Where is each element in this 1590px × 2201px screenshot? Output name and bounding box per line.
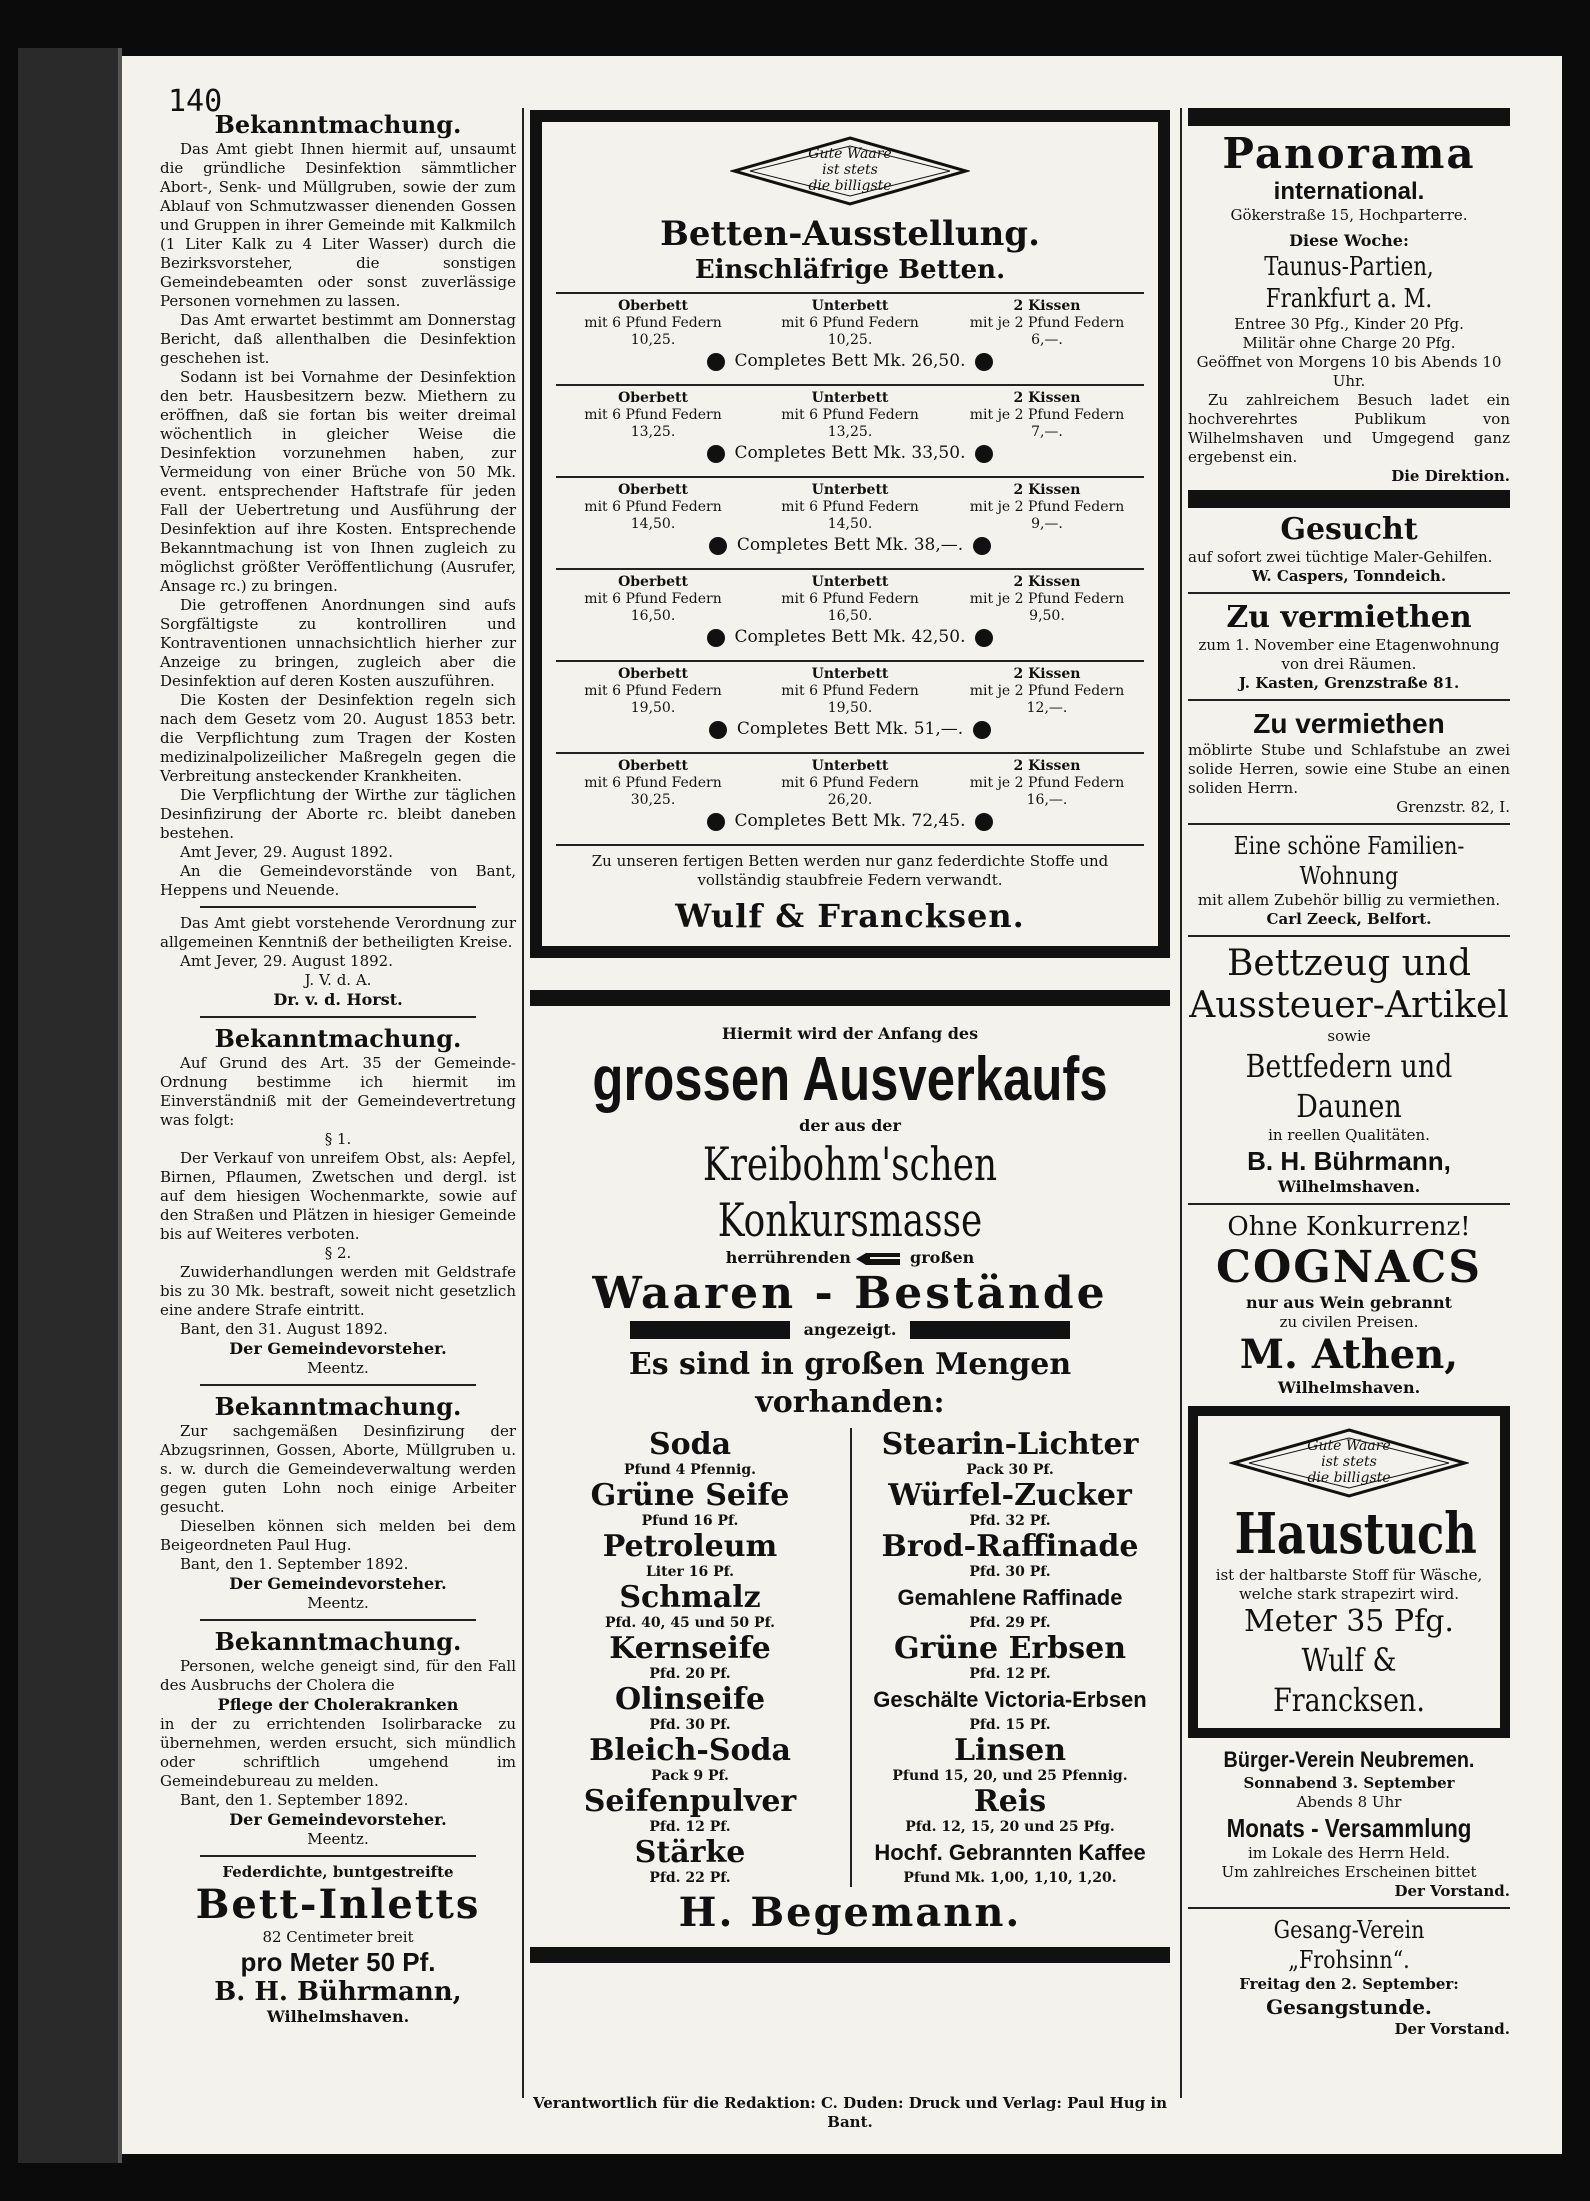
bullet-icon [707, 353, 725, 371]
notice-1-paragraph: Die Kosten der Desinfektion regeln sich nach dem Gesetz vom 20. August 1853 betr. die Verpflichtung zum Tragen der Kosten medizinalpolizeilicher Maßregeln gegen die Verbreitung ansteckender Krankheiten. [160, 691, 516, 785]
inlett-ad-city: Wilhelmshaven. [266, 2007, 410, 2026]
panorama-address: Gökerstraße 15, Hochparterre. [1230, 206, 1468, 224]
buergerverein-date: Sonnabend 3. September [1243, 1774, 1455, 1792]
ausverkauf-headline: grossen Ausverkaufs [592, 1045, 1108, 1114]
goods-item-name: Grüne Seife [590, 1478, 790, 1513]
goods-item-price: Pfd. 12 Pf. [969, 1666, 1051, 1682]
bed-price-row [556, 384, 1144, 476]
buergerverein-signature: Der Vorstand. [1394, 1882, 1510, 1900]
goods-item-name: Olinseife [614, 1682, 766, 1717]
goods-item-name: Würfel-Zucker [888, 1478, 1132, 1513]
panorama-week: Diese Woche: [1289, 231, 1409, 250]
kissen-feathers: mit je 2 Pfund Federn [969, 775, 1125, 791]
goods-item-name: Seifenpulver [583, 1784, 797, 1819]
goods-item-price: Pfd. 29 Pf. [969, 1615, 1051, 1631]
oberbett-price: 19,50. [630, 700, 676, 716]
goods-item-name: Hochf. Gebrannten Kaffee [874, 1840, 1146, 1865]
notice-1-title: Bekanntmachung. [214, 110, 462, 139]
kissen-feathers: mit je 2 Pfund Federn [969, 499, 1125, 515]
panorama-signature: Die Direktion. [1391, 467, 1510, 485]
goods-item-price: Pack 30 Pf. [966, 1462, 1054, 1478]
notice-3-paragraph: Dieselben können sich melden bei dem Beigeordneten Paul Hug. [160, 1517, 516, 1554]
inlett-ad-top: Federdichte, buntgestreifte [222, 1863, 454, 1881]
bed-price-row [556, 752, 1144, 844]
bed-price-row [556, 476, 1144, 568]
panorama-military: Militär ohne Charge 20 Pfg. [1242, 334, 1456, 352]
panorama-title: Panorama [1222, 129, 1476, 178]
goods-right [850, 1428, 1170, 1887]
bettzeug-quality: in reellen Qualitäten. [1268, 1126, 1430, 1144]
notice-3-signature: Der Gemeindevorsteher. [229, 1574, 447, 1593]
oberbett-label: Oberbett [618, 574, 688, 590]
cognac-line-2: nur aus Wein gebrannt [1246, 1293, 1452, 1312]
notice-1-paragraph: Die Verpflichtung der Wirthe zur täglichen Desinfizirung der Aborte rc. bleibt daneben bestehen. [160, 786, 516, 842]
unterbett-price: 16,50. [827, 608, 873, 624]
black-bar [1188, 108, 1510, 126]
haustuch-title: Haustuch [1234, 1501, 1477, 1567]
ausverkauf-line-5a: herrührenden [725, 1248, 851, 1267]
bettzeug-city: Wilhelmshaven. [1277, 1177, 1421, 1196]
kissen-price: 16,—. [1026, 792, 1068, 808]
oberbett-feathers: mit 6 Pfund Federn [584, 591, 722, 607]
goods-item-name: Linsen [953, 1733, 1067, 1768]
oberbett-price: 13,25. [630, 424, 676, 440]
oberbett-price: 16,50. [630, 608, 676, 624]
unterbett-price: 13,25. [827, 424, 873, 440]
notice-3-paragraph: Zur sachgemäßen Desinfizirung der Abzugsrinnen, Gossen, Aborte, Müllgruben u. s. w. durch die Gemeindeverwaltung werden gegen guten Lohn noch einige Arbeiter gesucht. [160, 1422, 516, 1516]
badge-line-2: ist stets [822, 162, 878, 178]
oberbett-price: 10,25. [630, 332, 676, 348]
column-ads [1188, 104, 1510, 2094]
kissen-feathers: mit je 2 Pfund Federn [969, 315, 1125, 331]
notice-3-name: Meentz. [307, 1594, 369, 1612]
binding-edge [18, 48, 122, 2163]
goods-item-price: Pfd. 30 Pf. [649, 1717, 731, 1733]
black-bar-right [910, 1321, 1070, 1339]
complete-bed-price: Completes Bett Mk. 42,50. [734, 627, 966, 647]
inlett-ad-title: Bett-Inletts [195, 1881, 481, 1928]
notice-1-date: Amt Jever, 29. August 1892. [180, 843, 393, 861]
bullet-icon [975, 445, 993, 463]
panorama-show: Taunus-Partien, Frankfurt a. M. [1264, 252, 1434, 314]
cognac-line-3: zu civilen Preisen. [1279, 1313, 1419, 1331]
notice-3-title: Bekanntmachung. [214, 1392, 462, 1421]
unterbett-price: 10,25. [827, 332, 873, 348]
notice-2-date: Bant, den 31. August 1892. [180, 1320, 388, 1338]
notice-4-highlight: Pflege der Cholerakranken [217, 1695, 459, 1714]
oberbett-feathers: mit 6 Pfund Federn [584, 315, 722, 331]
oberbett-feathers: mit 6 Pfund Federn [584, 683, 722, 699]
ausverkauf-vorhanden: Es sind in großen Mengen vorhanden: [628, 1347, 1072, 1420]
oberbett-price: 14,50. [630, 516, 676, 532]
black-bar [1188, 490, 1510, 508]
badge-line-3: die billigste [808, 178, 892, 194]
bullet-icon [975, 629, 993, 647]
goods-item-name: Bleich-Soda [589, 1733, 791, 1768]
goods-item-price: Pfd. 40, 45 und 50 Pf. [605, 1615, 775, 1631]
goods-item-price: Pfund Mk. 1,00, 1,10, 1,20. [903, 1870, 1117, 1886]
quality-badge-icon [1229, 1428, 1469, 1498]
goods-item-name: Stärke [634, 1835, 746, 1870]
notice-4-paragraph: in der zu errichtenden Isolirbaracke zu übernehmen, werden ersucht, sich mündlich oder schriftlich umgehend im Gemeindebureau zu melden. [160, 1715, 516, 1790]
bullet-icon [707, 445, 725, 463]
pointing-hand-icon [856, 1251, 904, 1267]
kissen-label: 2 Kissen [1013, 482, 1081, 498]
notice-1-paragraph: Sodann ist bei Vornahme der Desinfektion den betr. Hausbesitzern bezw. Miethern zu eröffnen, daß sie fortan bis weiter dreimal wöchentlich in gleicher Weise die Desinfektion vorzunehmen haben, zur Vermeidung von einer Brüche von 50 Mk. event. entsprechender Haftstrafe für jeden Fall der Uebertretung und Ausführung der Desinfektion auf ihre Kosten. Entsprechende Bekanntmachung ist von Ihnen zugleich zu möglichst größter Veröffentlichung (Ausrufer, Ansage rc.) zu bringen. [160, 368, 516, 595]
gesangverein-signature: Der Vorstand. [1394, 2020, 1510, 2038]
top-bar [530, 990, 1170, 1006]
betten-ausstellung-ad [530, 110, 1170, 958]
ausverkauf-ad [530, 990, 1170, 1963]
oberbett-label: Oberbett [618, 298, 688, 314]
betten-title: Betten-Ausstellung. [660, 214, 1040, 254]
gesangverein-date: Freitag den 2. September: [1239, 1975, 1459, 1993]
notice-1-paragraph: Das Amt erwartet bestimmt am Donnerstag Bericht, daß allenthalben die Desinfektion geschehen ist. [160, 311, 516, 367]
inlett-ad-firm: B. H. Bührmann, [214, 1977, 462, 2007]
notice-4-date: Bant, den 1. September 1892. [180, 1791, 409, 1809]
familienwohnung-text: mit allem Zubehör billig zu vermiethen. [1197, 891, 1501, 909]
unterbett-label: Unterbett [811, 298, 889, 314]
notice-1-paragraph: Das Amt giebt Ihnen hiermit auf, unsaumt die gründliche Desinfektion sämmtlicher Abort-, Senk- und Müllgruben, sowie der zum Ablauf von Schmutzwasser dienenden Gossen und Gruppen in ihrer Gemeinde mit Kalkmilch (1 Liter Kalk zu 4 Liter Wasser) durch die Bezirksvorsteher, die sonstigen Gemeindebeamten oder sonst zuverlässige Personen vornehmen zu lassen. [160, 140, 516, 310]
goods-left [530, 1428, 850, 1887]
unterbett-price: 14,50. [827, 516, 873, 532]
kissen-feathers: mit je 2 Pfund Federn [969, 683, 1125, 699]
goods-item-name: Kernseife [609, 1631, 771, 1666]
bettzeug-title-3: Bettfedern und Daunen [1245, 1047, 1453, 1125]
quality-badge-icon [730, 136, 970, 206]
unterbett-price: 19,50. [827, 700, 873, 716]
vermiethen-2-address: Grenzstr. 82, I. [1396, 798, 1510, 816]
goods-item-name: Reis [973, 1784, 1047, 1819]
goods-item-name: Petroleum [602, 1529, 778, 1564]
kissen-label: 2 Kissen [1013, 298, 1081, 314]
haustuch-ad [1188, 1406, 1510, 1738]
bettzeug-title-2: Aussteuer-Artikel [1189, 985, 1509, 1026]
badge-line-1: Gute Waare [1307, 1438, 1391, 1454]
kissen-price: 9,50. [1029, 608, 1065, 624]
notice-1-recipients: An die Gemeindevorstände von Bant, Heppens und Neuende. [160, 862, 516, 899]
oberbett-label: Oberbett [618, 666, 688, 682]
goods-item-price: Pfd. 12, 15, 20 und 25 Pfg. [905, 1819, 1115, 1835]
unterbett-label: Unterbett [811, 390, 889, 406]
vermiethen-1-title: Zu vermiethen [1226, 600, 1472, 635]
badge-line-1: Gute Waare [808, 146, 892, 162]
notice-2-section: § 1. [324, 1130, 352, 1148]
goods-item-price: Pfd. 32 Pf. [969, 1513, 1051, 1529]
kissen-label: 2 Kissen [1013, 574, 1081, 590]
panorama-invite: Zu zahlreichem Besuch ladet ein hochverehrtes Publikum von Wilhelmshaven und Umgegend ganz ergebenst ein. [1188, 391, 1510, 466]
ausverkauf-line-3: der aus der [799, 1116, 901, 1135]
haustuch-firm: Wulf & Francksen. [1273, 1641, 1425, 1719]
buergerverein-invite: Um zahlreiches Erscheinen bittet [1221, 1863, 1477, 1881]
oberbett-feathers: mit 6 Pfund Federn [584, 407, 722, 423]
complete-bed-price: Completes Bett Mk. 38,—. [736, 535, 964, 555]
notice-4-title: Bekanntmachung. [214, 1627, 462, 1656]
cognac-tagline: Ohne Konkurrenz! [1227, 1212, 1471, 1242]
ausverkauf-bestaende: Waaren - Bestände [592, 1268, 1108, 1319]
bullet-icon [707, 813, 725, 831]
column-rule-left [522, 108, 524, 2098]
notice-2-name: Meentz. [307, 1359, 369, 1377]
kissen-feathers: mit je 2 Pfund Federn [969, 591, 1125, 607]
kissen-label: 2 Kissen [1013, 666, 1081, 682]
buergerverein-title: Bürger-Verein Neubremen. [1223, 1747, 1475, 1772]
kissen-label: 2 Kissen [1013, 390, 1081, 406]
bullet-icon [975, 813, 993, 831]
oberbett-label: Oberbett [618, 390, 688, 406]
black-bar-left [630, 1321, 790, 1339]
notice-2-signature: Der Gemeindevorsteher. [229, 1339, 447, 1358]
unterbett-feathers: mit 6 Pfund Federn [781, 591, 919, 607]
badge-line-2: ist stets [1321, 1454, 1377, 1470]
notice-1-paragraph: Das Amt giebt vorstehende Verordnung zur allgemeinen Kenntniß der betheiligten Kreise. [160, 914, 516, 951]
goods-item-price: Pfd. 22 Pf. [649, 1870, 731, 1886]
notice-1-signature-line: J. V. d. A. [304, 971, 372, 989]
unterbett-feathers: mit 6 Pfund Federn [781, 499, 919, 515]
goods-item-price: Liter 16 Pf. [645, 1564, 735, 1580]
notice-1-paragraph: Die getroffenen Anordnungen sind aufs Sorgfältigste zu kontrolliren und Kontraventionen unnachsichtlich hierher zur Anzeige zu bringen, zugleich aber die Desinfektion auf deren Kosten auszuführen. [160, 596, 516, 690]
begemann-firm: H. Begemann. [678, 1889, 1022, 1936]
panorama-hours: Geöffnet von Morgens 10 bis Abends 10 Uhr. [1196, 353, 1502, 390]
buergerverein-time: Abends 8 Uhr [1296, 1793, 1402, 1811]
haustuch-text: ist der haltbarste Stoff für Wäsche, welche stark strapezirt wird. [1215, 1566, 1483, 1603]
unterbett-feathers: mit 6 Pfund Federn [781, 775, 919, 791]
page-footer-imprint: Verantwortlich für die Redaktion: C. Duden: Druck und Verlag: Paul Hug in Bant. [532, 2094, 1167, 2131]
betten-note: Zu unseren fertigen Betten werden nur ganz federdichte Stoffe und vollständig staubfreie Federn verwandt. [556, 844, 1144, 890]
bed-price-row [556, 660, 1144, 752]
unterbett-label: Unterbett [811, 666, 889, 682]
unterbett-feathers: mit 6 Pfund Federn [781, 315, 919, 331]
gesucht-title: Gesucht [1280, 512, 1418, 547]
inlett-ad-price: pro Meter 50 Pf. [240, 1947, 436, 1977]
complete-bed-price: Completes Bett Mk. 26,50. [734, 351, 966, 371]
goods-item-name: Soda [648, 1427, 732, 1462]
notice-2-paragraph: Der Verkauf von unreifem Obst, als: Aepfel, Birnen, Pflaumen, Zwetschen und dergl. ist auf dem hiesigen Wochenmarkte, sowie auf den Straßen und Plätzen in hiesiger Gemeinde bis auf Weiteres verboten. [160, 1149, 516, 1243]
goods-item-price: Pack 9 Pf. [651, 1768, 729, 1784]
goods-item-name: Stearin-Lichter [881, 1427, 1139, 1462]
bullet-icon [709, 721, 727, 739]
complete-bed-price: Completes Bett Mk. 51,—. [736, 719, 964, 739]
oberbett-feathers: mit 6 Pfund Federn [584, 499, 722, 515]
bettzeug-firm: B. H. Bührmann, [1247, 1146, 1451, 1176]
goods-item-price: Pfund 4 Pfennig. [624, 1462, 756, 1478]
bed-price-row [556, 568, 1144, 660]
unterbett-label: Unterbett [811, 574, 889, 590]
kissen-feathers: mit je 2 Pfund Federn [969, 407, 1125, 423]
bullet-icon [973, 721, 991, 739]
betten-subtitle: Einschläfrige Betten. [694, 255, 1006, 285]
vermiethen-2-title: Zu vermiethen [1253, 708, 1445, 739]
haustuch-price: Meter 35 Pfg. [1244, 1604, 1454, 1639]
bullet-icon [975, 353, 993, 371]
notice-4-name: Meentz. [307, 1830, 369, 1848]
notice-4-signature: Der Gemeindevorsteher. [229, 1810, 447, 1829]
goods-item-name: Grüne Erbsen [893, 1631, 1127, 1666]
gesucht-signature: W. Caspers, Tonndeich. [1251, 567, 1447, 585]
notice-2-section: § 2. [324, 1244, 352, 1262]
unterbett-label: Unterbett [811, 482, 889, 498]
column-rule-right [1180, 108, 1182, 2098]
buergerverein-place: im Lokale des Herrn Held. [1247, 1844, 1451, 1862]
vermiethen-2-text: möblirte Stube und Schlafstube an zwei solide Herren, sowie eine Stube an einen soliden Herrn. [1188, 741, 1510, 797]
cognac-firm: M. Athen, [1239, 1331, 1459, 1378]
kissen-price: 6,—. [1031, 332, 1063, 348]
badge-line-3: die billigste [1307, 1470, 1391, 1486]
column-notices [160, 110, 516, 2110]
notice-2-paragraph: Auf Grund des Art. 35 der Gemeinde-Ordnung bestimme ich hiermit im Einverständniß mit der Gemeindevertretung was folgt: [160, 1054, 516, 1129]
ausverkauf-line-1: Hiermit wird der Anfang des [721, 1024, 979, 1043]
notice-1-date: Amt Jever, 29. August 1892. [180, 952, 393, 970]
bullet-icon [709, 537, 727, 555]
oberbett-feathers: mit 6 Pfund Federn [584, 775, 722, 791]
kissen-price: 7,—. [1031, 424, 1063, 440]
panorama-entree: Entree 30 Pfg., Kinder 20 Pfg. [1234, 315, 1464, 333]
goods-item-name: Brod-Raffinade [881, 1529, 1139, 1564]
vermiethen-1-text: zum 1. November eine Etagenwohnung von drei Räumen. [1198, 636, 1500, 673]
complete-bed-price: Completes Bett Mk. 72,45. [734, 811, 966, 831]
unterbett-price: 26,20. [827, 792, 873, 808]
notice-2-title: Bekanntmachung. [214, 1024, 462, 1053]
bed-price-row [556, 292, 1144, 384]
ausverkauf-angezeigt: angezeigt. [803, 1320, 897, 1339]
goods-item-price: Pfd. 20 Pf. [649, 1666, 731, 1682]
buergerverein-event: Monats - Versammlung [1226, 1813, 1472, 1843]
betten-firm: Wulf & Francksen. [675, 897, 1025, 935]
goods-item-price: Pfd. 15 Pf. [969, 1717, 1051, 1733]
notice-4-paragraph: Personen, welche geneigt sind, für den Fall des Ausbruchs der Cholera die [160, 1657, 516, 1694]
notice-1-signature: Dr. v. d. Horst. [273, 990, 403, 1009]
cognac-title: COGNACS [1215, 1242, 1483, 1293]
kissen-label: 2 Kissen [1013, 758, 1081, 774]
goods-item-name: Gemahlene Raffinade [897, 1585, 1123, 1610]
page-number: 140 [168, 84, 223, 119]
inlett-ad-width: 82 Centimeter breit [262, 1928, 414, 1946]
ausverkauf-konkursmasse: Kreibohm'schen Konkursmasse [702, 1137, 998, 1247]
notice-3-date: Bant, den 1. September 1892. [180, 1555, 409, 1573]
oberbett-price: 30,25. [630, 792, 676, 808]
bullet-icon [973, 537, 991, 555]
gesucht-text: auf sofort zwei tüchtige Maler-Gehilfen. [1188, 548, 1493, 566]
goods-item-name: Geschälte Victoria-Erbsen [873, 1687, 1147, 1712]
unterbett-label: Unterbett [811, 758, 889, 774]
goods-item-price: Pfd. 30 Pf. [969, 1564, 1051, 1580]
complete-bed-price: Completes Bett Mk. 33,50. [734, 443, 966, 463]
goods-item-price: Pfund 15, 20, und 25 Pfennig. [892, 1768, 1128, 1784]
oberbett-label: Oberbett [618, 758, 688, 774]
panorama-subtitle: international. [1273, 178, 1425, 205]
ausverkauf-line-5b: großen [910, 1248, 975, 1267]
bullet-icon [707, 629, 725, 647]
bed-price-list [542, 292, 1158, 844]
gesangverein-event: Gesangstunde. [1266, 1995, 1432, 2019]
kissen-price: 9,—. [1031, 516, 1063, 532]
cognac-city: Wilhelmshaven. [1277, 1378, 1421, 1397]
familienwohnung-title: Eine schöne Familien-Wohnung [1233, 832, 1465, 890]
bottom-bar [530, 1947, 1170, 1963]
gesangverein-title: Gesang-Verein „Frohsinn“. [1273, 1916, 1425, 1974]
bettzeug-title-1: Bettzeug und [1226, 943, 1472, 984]
vermiethen-1-signature: J. Kasten, Grenzstraße 81. [1238, 674, 1460, 692]
familienwohnung-signature: Carl Zeeck, Belfort. [1266, 910, 1432, 928]
unterbett-feathers: mit 6 Pfund Federn [781, 407, 919, 423]
notice-2-paragraph: Zuwiderhandlungen werden mit Geldstrafe bis zu 30 Mk. bestraft, soweit nicht gesetzlich eine andere Strafe eintritt. [160, 1263, 516, 1319]
goods-list [530, 1428, 1170, 1887]
goods-item-name: Schmalz [619, 1580, 761, 1615]
bettzeug-sowie: sowie [1327, 1027, 1371, 1045]
unterbett-feathers: mit 6 Pfund Federn [781, 683, 919, 699]
goods-item-price: Pfund 16 Pf. [641, 1513, 739, 1529]
oberbett-label: Oberbett [618, 482, 688, 498]
goods-item-price: Pfd. 12 Pf. [649, 1819, 731, 1835]
kissen-price: 12,—. [1026, 700, 1068, 716]
